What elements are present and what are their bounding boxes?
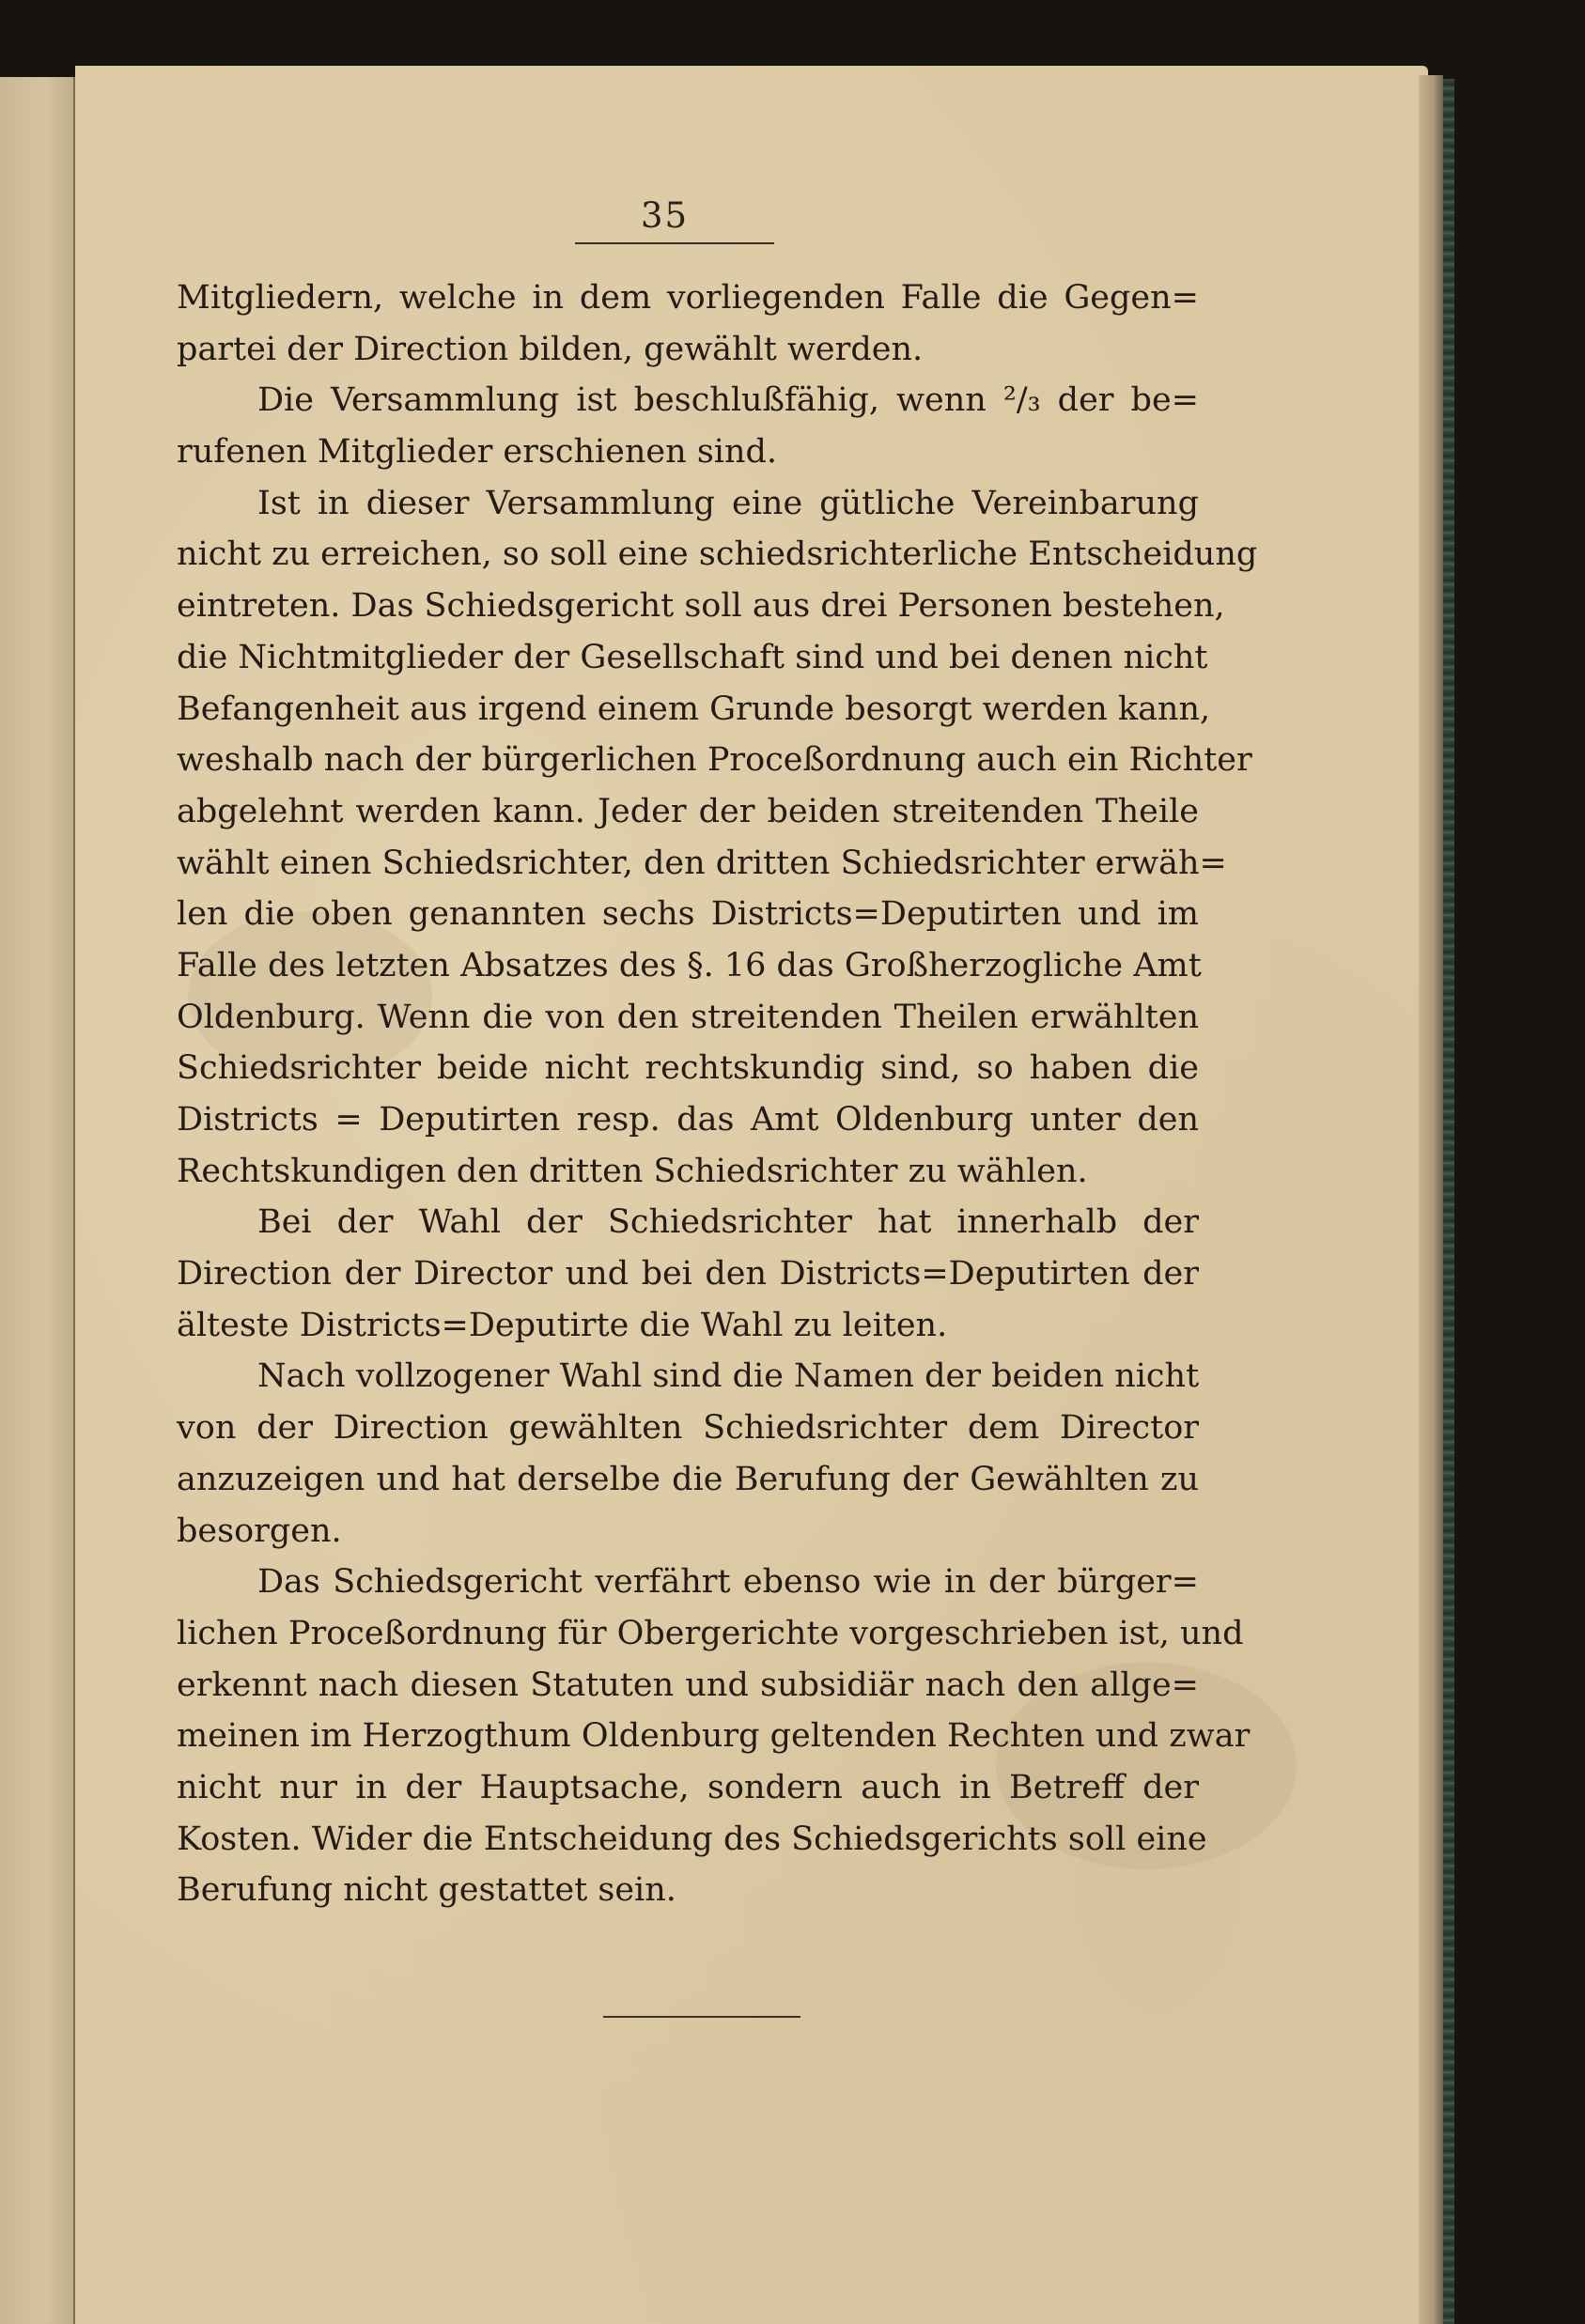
text-line: Bei der Wahl der Schiedsrichter hat innerhalb der (257, 1203, 1199, 1242)
text-line: älteste Districts=Deputirte die Wahl zu leiten. (177, 1306, 948, 1344)
text-line: Die Versammlung ist beschlußfähig, wenn ²/₃ der be= (257, 381, 1199, 420)
text-line: besorgen. (177, 1511, 342, 1550)
text-line: Befangenheit aus irgend einem Grunde besorgt werden kann, (177, 689, 1211, 728)
footer-rule (603, 2016, 800, 2018)
text-line: rufenen Mitglieder erschienen sind. (177, 433, 778, 472)
text-line: eintreten. Das Schiedsgericht soll aus drei Personen bestehen, (177, 587, 1225, 626)
header-rule (575, 242, 774, 244)
text-line: von der Direction gewählten Schiedsrichter dem Director (177, 1409, 1199, 1448)
previous-page-edge (0, 77, 77, 2324)
text-line: lichen Proceßordnung für Obergerichte vorgeschrieben ist, und (177, 1614, 1244, 1652)
text-line: abgelehnt werden kann. Jeder der beiden streitenden Theile (177, 792, 1199, 830)
text-line: weshalb nach der bürgerlichen Proceßordnung auch ein Richter (177, 741, 1252, 780)
text-line: Berufung nicht gestattet sein. (177, 1871, 676, 1910)
text-line: meinen im Herzogthum Oldenburg geltenden Rechten und zwar (177, 1717, 1251, 1756)
text-line: nicht nur in der Hauptsache, sondern auch in Betreff der (177, 1768, 1199, 1806)
text-line: Mitgliedern, welche in dem vorliegenden Falle die Gegen= (177, 279, 1199, 317)
text-line: erkennt nach diesen Statuten und subsidiär nach den allge= (177, 1666, 1199, 1704)
text-line: nicht zu erreichen, so soll eine schiedsrichterliche Entscheidung (177, 535, 1258, 574)
text-line: wählt einen Schiedsrichter, den dritten Schiedsrichter erwäh= (177, 844, 1227, 882)
text-line: Nach vollzogener Wahl sind die Namen der beiden nicht (257, 1357, 1200, 1396)
text-line: Districts = Deputirten resp. das Amt Oldenburg unter den (177, 1101, 1199, 1139)
text-line: Direction der Director und bei den Districts=Deputirten der (177, 1255, 1199, 1294)
text-line: Ist in dieser Versammlung eine gütliche Vereinbarung (257, 484, 1199, 522)
page-number: 35 (641, 195, 690, 236)
text-line: die Nichtmitglieder der Gesellschaft sind und bei denen nicht (177, 638, 1208, 676)
book-cover-edge (1443, 79, 1454, 2324)
text-line: Oldenburg. Wenn die von den streitenden Theilen erwählten (177, 998, 1199, 1036)
body-text (177, 272, 1258, 1916)
text-line: anzuzeigen und hat derselbe die Berufung der Gewählten zu (177, 1460, 1199, 1498)
page-fore-edge (1419, 75, 1443, 2324)
text-line: Falle des letzten Absatzes des §. 16 das Großherzogliche Amt (177, 946, 1202, 984)
text-line: Rechtskundigen den dritten Schiedsrichter zu wählen. (177, 1152, 1088, 1190)
text-line: Das Schiedsgericht verfährt ebenso wie in der bürger= (257, 1563, 1199, 1602)
text-line: partei der Direction bilden, gewählt werden. (177, 330, 924, 368)
text-line: Schiedsrichter beide nicht rechtskundig sind, so haben die (177, 1049, 1199, 1088)
text-line: Kosten. Wider die Entscheidung des Schiedsgerichts soll eine (177, 1820, 1207, 1858)
text-line: len die oben genannten sechs Districts=Deputirten und im (177, 895, 1199, 934)
